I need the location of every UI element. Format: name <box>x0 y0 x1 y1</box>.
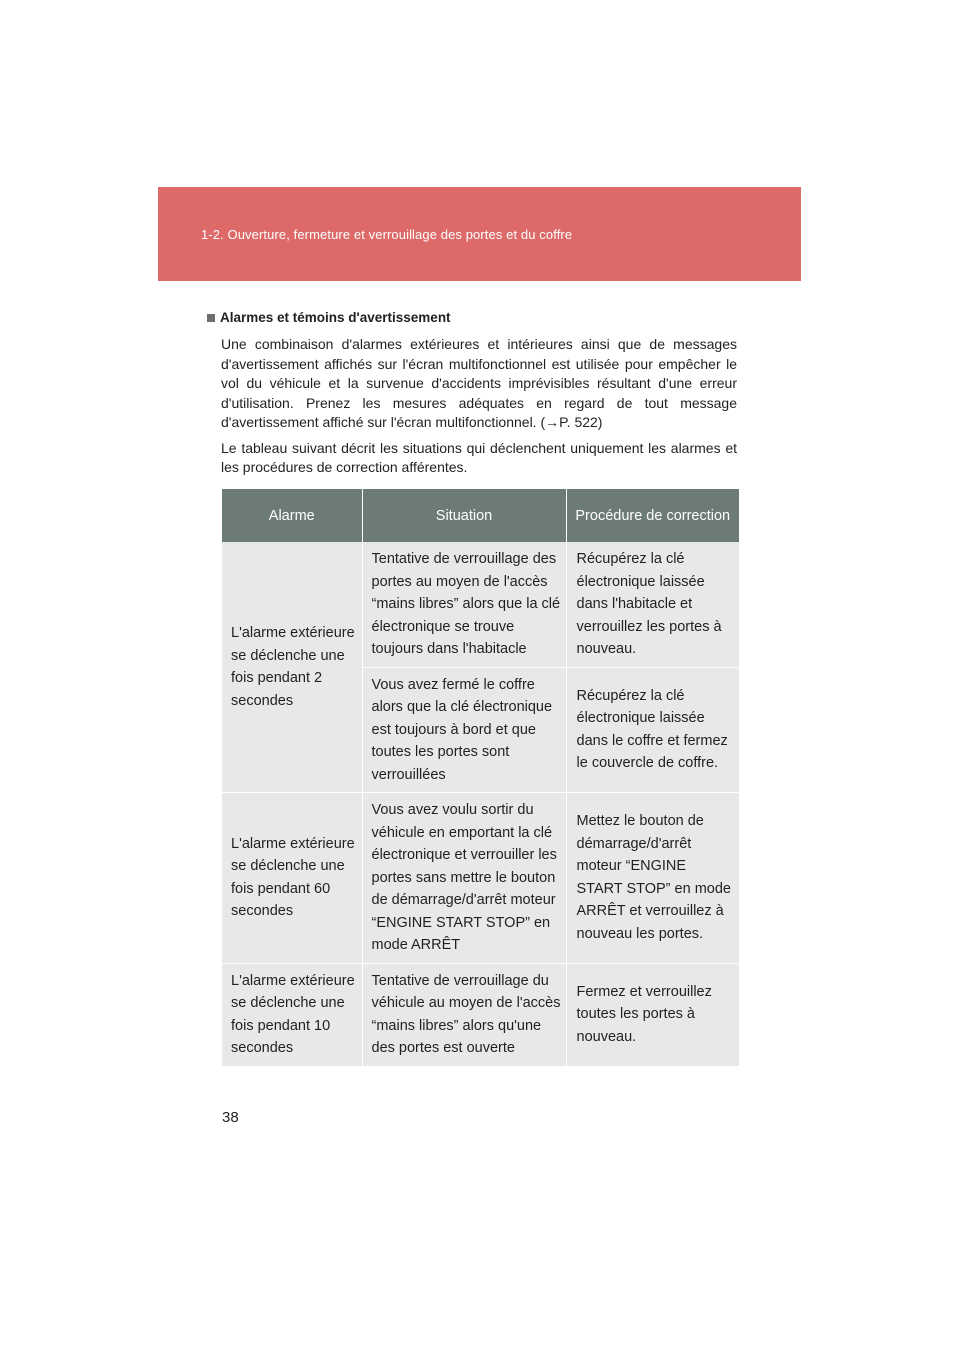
procedure-cell: Récupérez la clé électronique laissée dans l'habitacle et verrouillez les portes à nouveau. <box>566 542 739 667</box>
intro-paragraph: Une combinaison d'alarmes extérieures et intérieures ainsi que de messages d'avertissement affichés sur l'écran multifonctionnel est utilisée pour empêcher le vol du véhicule et la survenue d'accidents imprévisibles résultant d'une erreur d'utilisation. Prenez les mesures adéquates en regard de tout message d'avertissement affiché sur l'écran multifonctionnel. (→P. 522) <box>221 336 737 430</box>
page-number: 38 <box>222 1109 239 1126</box>
situation-cell: Vous avez fermé le coffre alors que la clé électronique est toujours à bord et que toutes les portes sont verrouillées <box>362 667 566 793</box>
table-row <box>222 793 739 964</box>
table-row <box>222 542 739 667</box>
table-header-row <box>222 489 739 542</box>
situation-cell: Tentative de verrouillage des portes au moyen de l'accès “mains libres” alors que la clé électronique se trouve toujours dans l'habitacle <box>362 542 566 667</box>
situation-cell: Tentative de verrouillage du véhicule au moyen de l'accès “mains libres” alors qu'une des portes est ouverte <box>362 963 566 1066</box>
table-row <box>222 963 739 1066</box>
chapter-header-band <box>158 187 801 281</box>
alarm-cell: L'alarme extérieure se déclenche une fois pendant 60 secondes <box>222 793 362 964</box>
table-intro-paragraph: Le tableau suivant décrit les situations qui déclenchent uniquement les alarmes et les procédures de correction afférentes. <box>221 439 737 475</box>
header-alarm: Alarme <box>222 489 362 542</box>
square-bullet-icon <box>207 314 215 322</box>
procedure-cell: Mettez le bouton de démarrage/d'arrêt moteur “ENGINE START STOP” en mode ARRÊT et verrouillez à nouveau les portes. <box>566 793 739 964</box>
section-heading-text: Alarmes et témoins d'avertissement <box>220 310 451 325</box>
header-procedure: Procédure de correction <box>566 489 739 542</box>
alarm-table <box>222 489 739 1067</box>
alarm-cell: L'alarme extérieure se déclenche une fois pendant 10 secondes <box>222 963 362 1066</box>
alarm-cell: L'alarme extérieure se déclenche une fois pendant 2 secondes <box>222 542 362 793</box>
situation-cell: Vous avez voulu sortir du véhicule en emportant la clé électronique et verrouiller les portes sans mettre le bouton de démarrage/d'arrêt moteur “ENGINE START STOP” en mode ARRÊT <box>362 793 566 964</box>
section-heading <box>207 310 737 325</box>
procedure-cell: Fermez et verrouillez toutes les portes à nouveau. <box>566 963 739 1066</box>
header-situation: Situation <box>362 489 566 542</box>
chapter-section-title: 1-2. Ouverture, fermeture et verrouillage des portes et du coffre <box>201 227 573 242</box>
procedure-cell: Récupérez la clé électronique laissée dans le coffre et fermez le couvercle de coffre. <box>566 667 739 793</box>
warning-alarms-section <box>207 310 737 484</box>
